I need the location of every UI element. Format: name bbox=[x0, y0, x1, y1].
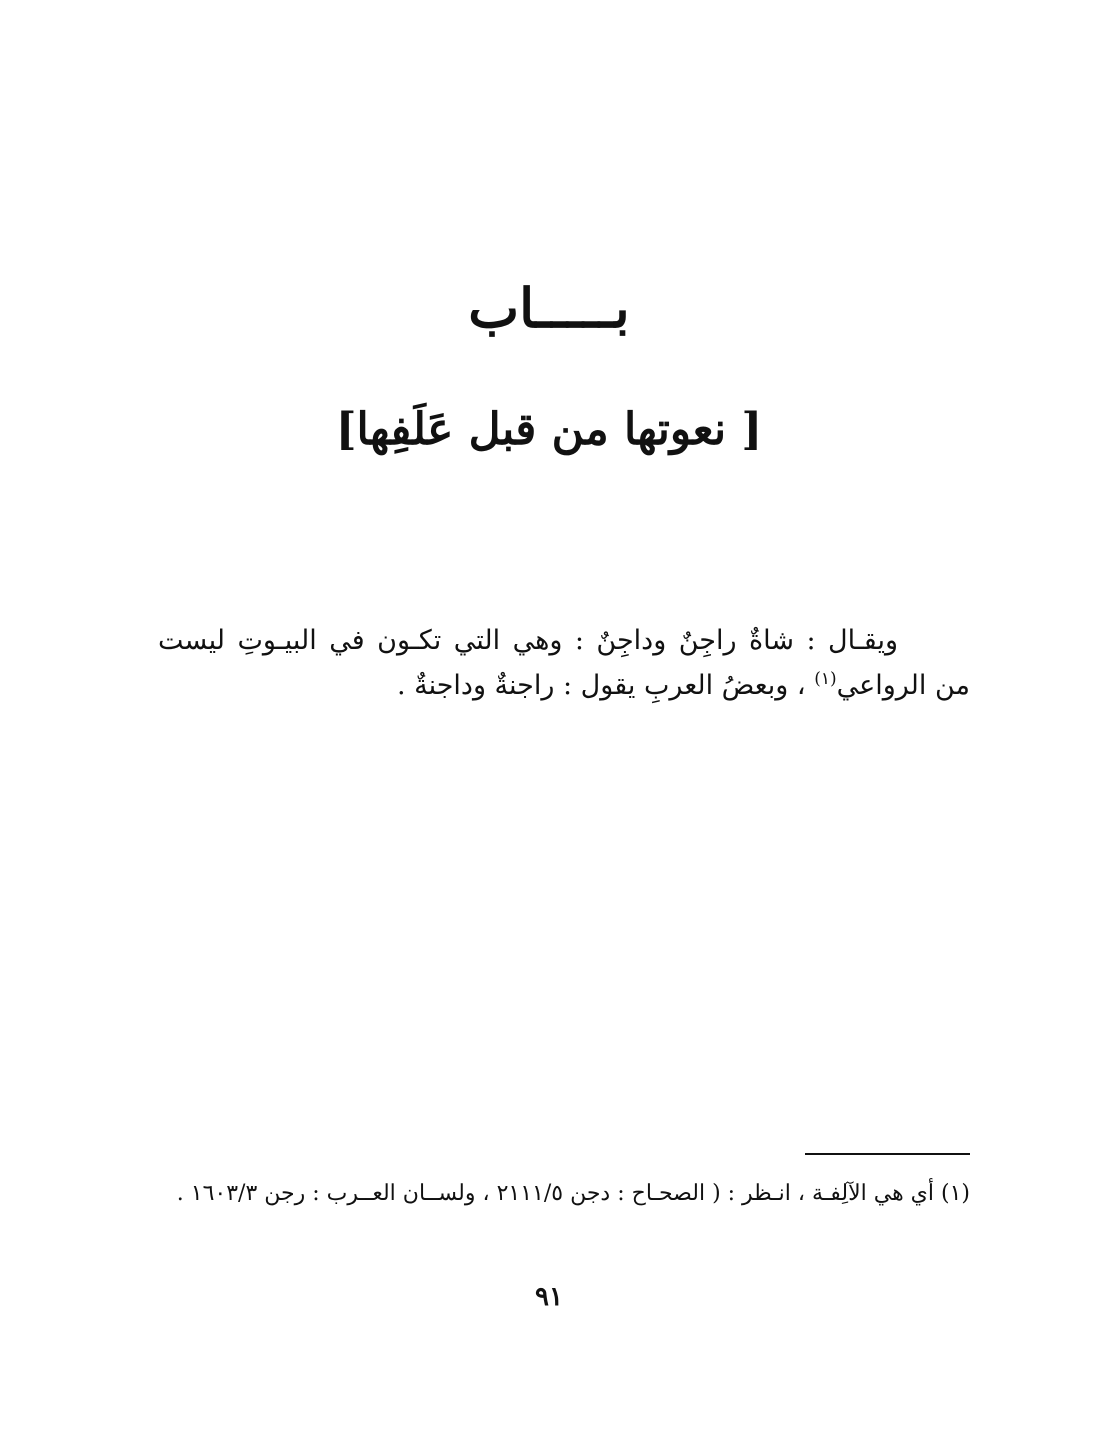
body-line-2-end: ، وبعضُ العربِ يقول : راجنةٌ وداجنةٌ . bbox=[396, 670, 815, 701]
footnote-reference[interactable]: (١) bbox=[814, 669, 837, 689]
footnote-text: (١) أي هي الآلِفـة ، انـظر : ( الصحـاح : دجن ٢١١١/٥ ، ولســان العــرب : رجن ١٦٠٣/٣ . bbox=[176, 1181, 970, 1206]
body-line-1: ويقـال : شاةٌ راجِنٌ وداجِنٌ : وهي التي تكـون في البيـوتِ ليست bbox=[158, 625, 898, 656]
footnote-divider bbox=[805, 1153, 970, 1155]
body-paragraph bbox=[158, 618, 970, 708]
chapter-title: [ نعوتها من قبل عَلَفِها] bbox=[335, 404, 763, 455]
page-number: ٩١ bbox=[535, 1282, 563, 1312]
chapter-heading: بـــــاب bbox=[468, 276, 630, 340]
body-line-2-start: من الرواعي bbox=[836, 670, 970, 701]
